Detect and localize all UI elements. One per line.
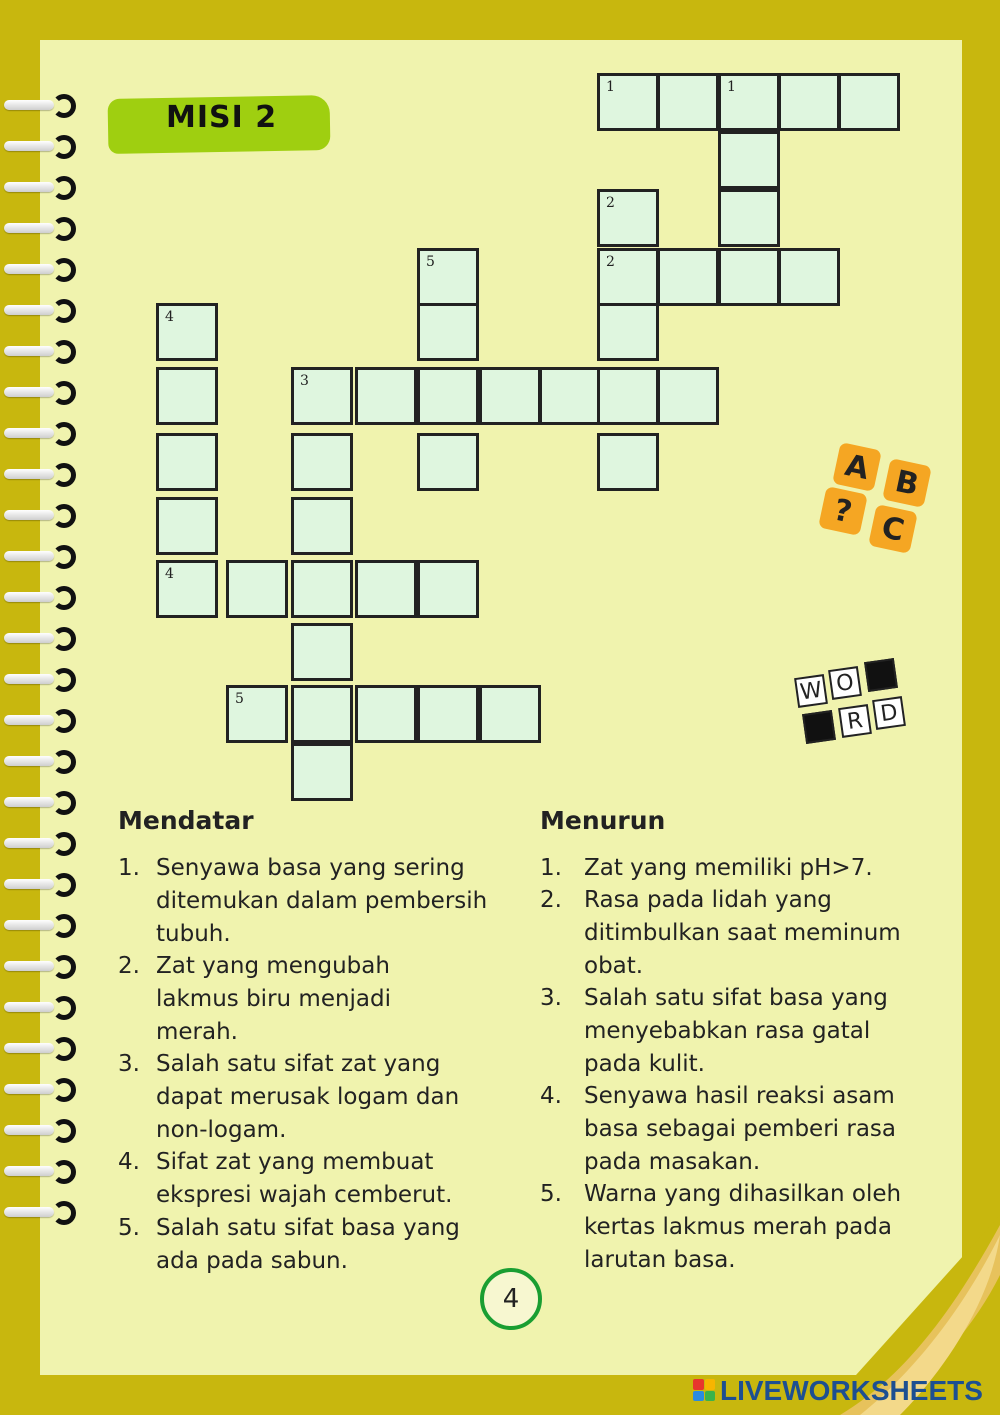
letter-tile-a: A — [832, 442, 882, 492]
crossword-cell[interactable] — [778, 248, 840, 306]
word-tile-d: D — [872, 696, 906, 730]
binding-ring — [4, 996, 74, 1018]
binding-ring — [4, 627, 74, 649]
binding-ring — [4, 586, 74, 608]
binding-ring — [4, 340, 74, 362]
binding-ring — [4, 873, 74, 895]
clue-number: 3 — [300, 373, 309, 389]
crossword-cell[interactable] — [291, 623, 353, 681]
crossword-cell[interactable] — [657, 367, 719, 425]
crossword-cell[interactable] — [417, 685, 479, 743]
menurun-clue: 3. Salah satu sifat basa yang menyebabkan rasa gatal pada kulit. — [540, 985, 888, 1077]
crossword-cell[interactable] — [597, 303, 659, 361]
crossword-cell[interactable] — [291, 743, 353, 801]
word-tile-o: O — [828, 666, 862, 700]
clue-number: 5 — [235, 691, 244, 707]
crossword-cell[interactable] — [417, 560, 479, 618]
crossword-cell[interactable] — [291, 433, 353, 491]
crossword-cell[interactable] — [417, 433, 479, 491]
binding-ring — [4, 422, 74, 444]
mendatar-clue: 5. Salah satu sifat basa yang ada pada sabun. — [118, 1215, 460, 1274]
clue-number: 5 — [426, 254, 435, 270]
crossword-cell[interactable] — [355, 367, 417, 425]
binding-ring — [4, 709, 74, 731]
mendatar-clue: 4. Sifat zat yang membuat ekspresi wajah cemberut. — [118, 1149, 453, 1208]
binding-ring — [4, 914, 74, 936]
crossword-cell[interactable] — [778, 73, 840, 131]
crossword-cell[interactable] — [291, 497, 353, 555]
crossword-cell[interactable] — [597, 367, 659, 425]
menurun-clue: 2. Rasa pada lidah yang ditimbulkan saat meminum obat. — [540, 887, 901, 979]
binding-ring — [4, 176, 74, 198]
crossword-cell[interactable] — [417, 303, 479, 361]
crossword-cell[interactable] — [156, 560, 218, 618]
clue-number: 4 — [165, 309, 174, 325]
binding-ring — [4, 135, 74, 157]
clue-number: 1 — [606, 79, 615, 95]
binding-ring — [4, 504, 74, 526]
crossword-cell[interactable] — [355, 685, 417, 743]
crossword-cell[interactable] — [291, 560, 353, 618]
binding-ring — [4, 832, 74, 854]
binding-ring — [4, 1037, 74, 1059]
mendatar-clue: 1. Senyawa basa yang sering ditemukan dalam pembersih tubuh. — [118, 855, 488, 947]
binding-ring — [4, 1160, 74, 1182]
binding-ring — [4, 1119, 74, 1141]
brand-name: LIVEWORKSHEETS — [720, 1375, 983, 1406]
crossword-cell[interactable] — [156, 367, 218, 425]
crossword-cell[interactable] — [539, 367, 601, 425]
menurun-clue: 1. Zat yang memiliki pH>7. — [540, 855, 873, 881]
binding-ring — [4, 668, 74, 690]
mendatar-heading: Mendatar — [118, 806, 254, 835]
menurun-clue: 5. Warna yang dihasilkan oleh kertas lakmus merah pada larutan basa. — [540, 1181, 902, 1273]
mendatar-clue: 2. Zat yang mengubah lakmus biru menjadi merah. — [118, 953, 392, 1045]
crossword-cell[interactable] — [291, 367, 353, 425]
word-tile-black — [864, 658, 898, 692]
clue-number: 1 — [727, 79, 736, 95]
letter-tile-c: C — [868, 504, 918, 554]
menurun-heading: Menurun — [540, 806, 666, 835]
clue-number: 2 — [606, 254, 615, 270]
crossword-cell[interactable] — [417, 367, 479, 425]
binding-ring — [4, 94, 74, 116]
crossword-cell[interactable] — [479, 367, 541, 425]
liveworksheets-logo-icon — [693, 1379, 715, 1401]
crossword-cell[interactable] — [718, 131, 780, 189]
binding-ring — [4, 299, 74, 321]
crossword-cell[interactable] — [718, 73, 780, 131]
crossword-cell[interactable] — [838, 73, 900, 131]
word-tile-black — [802, 710, 836, 744]
crossword-cell[interactable] — [718, 248, 780, 306]
binding-ring — [4, 217, 74, 239]
mendatar-clue: 3. Salah satu sifat zat yang dapat merusak logam dan non-logam. — [118, 1051, 460, 1143]
page-number: 4 — [480, 1268, 542, 1330]
binding-ring — [4, 1078, 74, 1100]
clue-number: 4 — [165, 566, 174, 582]
page-title: MISI 2 — [166, 100, 278, 135]
binding-ring — [4, 258, 74, 280]
crossword-cell[interactable] — [597, 189, 659, 247]
binding-ring — [4, 381, 74, 403]
crossword-cell[interactable] — [156, 433, 218, 491]
crossword-cell[interactable] — [479, 685, 541, 743]
binding-ring — [4, 750, 74, 772]
word-tile-r: R — [838, 704, 872, 738]
word-tile-w: W — [794, 674, 828, 708]
crossword-cell[interactable] — [597, 248, 659, 306]
letter-tile-question: ? — [818, 486, 868, 536]
crossword-cell[interactable] — [718, 189, 780, 247]
crossword-cell[interactable] — [291, 685, 353, 743]
binding-ring — [4, 463, 74, 485]
crossword-cell[interactable] — [417, 248, 479, 306]
letter-tile-b: B — [882, 458, 932, 508]
clue-number: 2 — [606, 195, 615, 211]
binding-ring — [4, 545, 74, 567]
crossword-cell[interactable] — [355, 560, 417, 618]
crossword-cell[interactable] — [226, 560, 288, 618]
crossword-cell[interactable] — [657, 73, 719, 131]
menurun-clue: 4. Senyawa hasil reaksi asam basa sebagai pemberi rasa pada masakan. — [540, 1083, 896, 1175]
crossword-cell[interactable] — [597, 433, 659, 491]
crossword-cell[interactable] — [226, 685, 288, 743]
crossword-cell[interactable] — [156, 497, 218, 555]
binding-ring — [4, 1201, 74, 1223]
crossword-cell[interactable] — [597, 73, 659, 131]
crossword-cell[interactable] — [657, 248, 719, 306]
binding-ring — [4, 791, 74, 813]
binding-ring — [4, 955, 74, 977]
crossword-cell[interactable] — [156, 303, 218, 361]
